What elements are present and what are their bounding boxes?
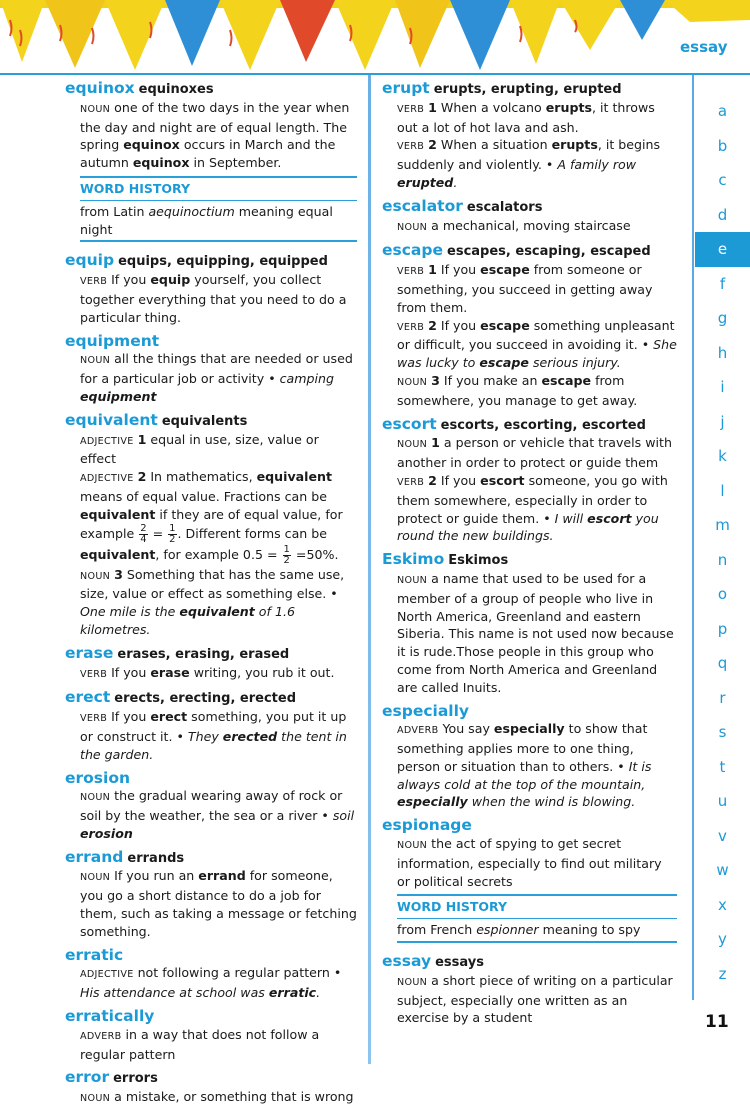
alphabet-index-tabs — [695, 94, 750, 991]
headword: especially — [382, 701, 470, 720]
column-divider — [368, 75, 371, 1064]
letter-tab-f[interactable]: f — [719, 274, 726, 293]
letter-tab-u[interactable]: u — [717, 792, 728, 810]
headword: escort — [382, 414, 437, 433]
inflections: errands — [127, 850, 185, 866]
inflections: Eskimos — [448, 553, 509, 569]
entry-equivalent — [65, 412, 357, 639]
entry-erratically — [65, 1008, 357, 1063]
definition: NOUN a name that used to be used for a member of a group of people who live in North America, Greenland and eastern Siberia. This name is not used now because it is rude.Those people in this group who come from North America and Greenland are called Inuits. — [397, 570, 674, 695]
headword: erupt — [382, 79, 430, 97]
headword: equivalent — [65, 410, 158, 429]
entry-escape — [382, 242, 677, 409]
page-number: 11 — [705, 1012, 729, 1032]
definition: VERB 2 If you escort someone, you go with them somewhere, especially in order to protect or guide them. • I will escort you round the new buildings. — [397, 472, 668, 544]
letter-tab-j[interactable]: j — [720, 412, 725, 431]
inflections: equips, equipping, equipped — [118, 254, 328, 270]
definition: NOUN the act of spying to get secret information, especially to find out military or political secrets — [397, 836, 662, 889]
word-history-text: from Latin aequinoctium meaning equal night — [80, 203, 333, 237]
letter-tab-l[interactable]: l — [720, 481, 725, 500]
definition: ADVERB in a way that does not follow a regular pattern — [80, 1026, 320, 1062]
decorative-bunting-banner — [0, 0, 750, 75]
headword: essay — [382, 952, 432, 971]
inflections: escalators — [466, 199, 543, 215]
inflections: equivalents — [161, 413, 248, 429]
letter-tab-y[interactable]: y — [718, 930, 727, 948]
letter-tab-x[interactable]: x — [718, 895, 727, 914]
word-history-text: from French espionner meaning to spy — [397, 922, 641, 938]
headword: erase — [65, 643, 114, 662]
definition: ADJECTIVE 2 In mathematics, equivalent means of equal value. Fractions can be equivalent if they are of equal value, for example $\frac{2}{4}$ = $\frac{1}{2}$ . Different forms can be equivalent, for example 0.5 = $\frac{1}{2}$ =50%. — [80, 469, 343, 566]
word-history-box — [397, 894, 677, 943]
definition: NOUN a mistake, or something that is wrong — [80, 1089, 354, 1105]
entry-eskimo — [382, 551, 677, 696]
running-head: essay — [680, 38, 728, 56]
definition: NOUN 1 a person or vehicle that travels with another in order to protect or guide them — [397, 435, 672, 471]
alphabet-tab-divider — [692, 75, 694, 1000]
letter-tab-k[interactable]: k — [718, 447, 727, 465]
word-history-title: WORD HISTORY — [397, 898, 677, 919]
letter-tab-b[interactable]: b — [717, 136, 728, 155]
entry-escalator — [382, 198, 677, 237]
definition: VERB 1 If you escape from someone or something, you succeed in getting away from them. — [397, 262, 653, 315]
definition: NOUN one of the two days in the year when the day and night are of equal length. The spring equinox occurs in March and the autumn equinox in September. — [80, 99, 350, 171]
headword: espionage — [382, 816, 472, 835]
headword: erratic — [65, 945, 124, 964]
headword: escape — [382, 241, 443, 260]
definition: ADVERB You say especially to show that something applies more to one thing, person or situation than to others. • It is always cold at the top of the mountain, especially when the wind is blowing. — [397, 721, 652, 810]
definition: NOUN 3 Something that has the same use, size, value or effect as something else. • One mile is the equivalent of 1.6 kilometres. — [80, 566, 345, 637]
headword: erosion — [65, 768, 131, 787]
entry-essay — [382, 953, 677, 1027]
inflections: erupts, erupting, erupted — [433, 82, 622, 97]
bunting-flags-image — [0, 0, 750, 75]
letter-tab-h[interactable]: h — [717, 343, 728, 362]
definition: NOUN a short piece of writing on a particular subject, especially one written as an exercise by a student — [397, 972, 673, 1026]
letter-tab-e[interactable]: e — [695, 232, 750, 267]
letter-tab-d[interactable]: d — [717, 205, 728, 224]
headword: equip — [65, 251, 115, 270]
definition: NOUN 3 If you make an escape from somewhere, you manage to get away. — [397, 372, 638, 408]
entry-especially — [382, 703, 677, 812]
headword: error — [65, 1068, 110, 1087]
definition: VERB 2 If you escape something unpleasant or difficult, you succeed in avoiding it. • She was lucky to escape serious injury. — [397, 317, 677, 371]
definition: VERB If you equip yourself, you collect together everything that you need to do a particular thing. — [80, 272, 347, 325]
fraction: $\frac{2}{4}$ — [140, 522, 147, 545]
letter-tab-g[interactable]: g — [717, 309, 728, 327]
headword: erratically — [65, 1007, 155, 1026]
entry-equipment — [65, 333, 357, 406]
entry-erase — [65, 645, 357, 684]
headword: equipment — [65, 331, 160, 350]
fraction: $\frac{1}{2}$ — [169, 522, 176, 545]
headword: errand — [65, 847, 124, 866]
entry-error — [65, 1069, 357, 1108]
entry-errand — [65, 849, 357, 941]
letter-tab-o[interactable]: o — [717, 585, 728, 603]
definition: ADJECTIVE 1 equal in use, size, value or effect — [80, 431, 319, 467]
definition: NOUN all the things that are needed or used for a particular job or activity • camping equipment — [80, 351, 353, 404]
inflections: errors — [113, 1071, 158, 1087]
letter-tab-r[interactable]: r — [719, 688, 726, 707]
definition: VERB 1 When a volcano erupts, it throws out a lot of hot lava and ash. — [397, 99, 655, 135]
entry-erosion — [65, 770, 357, 843]
letter-tab-w[interactable]: w — [716, 861, 729, 879]
definition: NOUN a mechanical, moving staircase — [397, 217, 631, 233]
headword: Eskimo — [382, 550, 445, 569]
inflections: erects, erecting, erected — [114, 691, 296, 707]
letter-tab-c[interactable]: c — [718, 171, 727, 189]
word-history-title: WORD HISTORY — [80, 180, 357, 201]
entry-equinox — [65, 80, 357, 242]
headword: equinox — [65, 79, 135, 97]
inflections: essays — [435, 955, 484, 971]
inflections: equinoxes — [138, 82, 214, 97]
entry-erect — [65, 689, 357, 763]
fraction: $\frac{1}{2}$ — [283, 543, 290, 566]
left-column — [65, 80, 357, 1114]
letter-tab-m[interactable]: m — [715, 516, 730, 534]
right-column — [382, 80, 677, 1033]
letter-tab-n[interactable]: n — [717, 550, 728, 569]
definition: VERB If you erase writing, you rub it out. — [80, 664, 335, 680]
definition: VERB 2 When a situation erupts, it begins suddenly and violently. • A family row erupted. — [397, 137, 661, 190]
entry-escort — [382, 416, 677, 546]
entry-espionage — [382, 817, 677, 943]
letter-tab-z[interactable]: z — [718, 964, 727, 983]
letter-tab-a[interactable]: a — [717, 102, 728, 120]
entry-erratic — [65, 947, 357, 1002]
letter-tab-t[interactable]: t — [719, 757, 726, 776]
letter-tab-s[interactable]: s — [718, 723, 727, 741]
definition: VERB If you erect something, you put it up or construct it. • They erected the tent in the garden. — [80, 709, 347, 762]
letter-tab-v[interactable]: v — [718, 826, 727, 845]
definition: ADJECTIVE not following a regular pattern • His attendance at school was erratic. — [80, 965, 342, 1001]
inflections: escapes, escaping, escaped — [447, 244, 651, 260]
headword: escalator — [382, 196, 463, 215]
definition: NOUN the gradual wearing away of rock or soil by the weather, the sea or a river • soil erosion — [80, 788, 355, 841]
letter-tab-p[interactable]: p — [717, 619, 728, 638]
letter-tab-q[interactable]: q — [717, 654, 728, 672]
letter-tab-i[interactable]: i — [720, 378, 725, 396]
word-history-box — [80, 176, 357, 242]
inflections: escorts, escorting, escorted — [440, 417, 646, 433]
entry-erupt — [382, 80, 677, 192]
entry-equip — [65, 252, 357, 326]
headword: erect — [65, 688, 111, 707]
inflections: erases, erasing, erased — [117, 646, 290, 662]
definition: NOUN If you run an errand for someone, you go a short distance to do a job for them, such as taking a message or fetching something. — [80, 868, 357, 939]
